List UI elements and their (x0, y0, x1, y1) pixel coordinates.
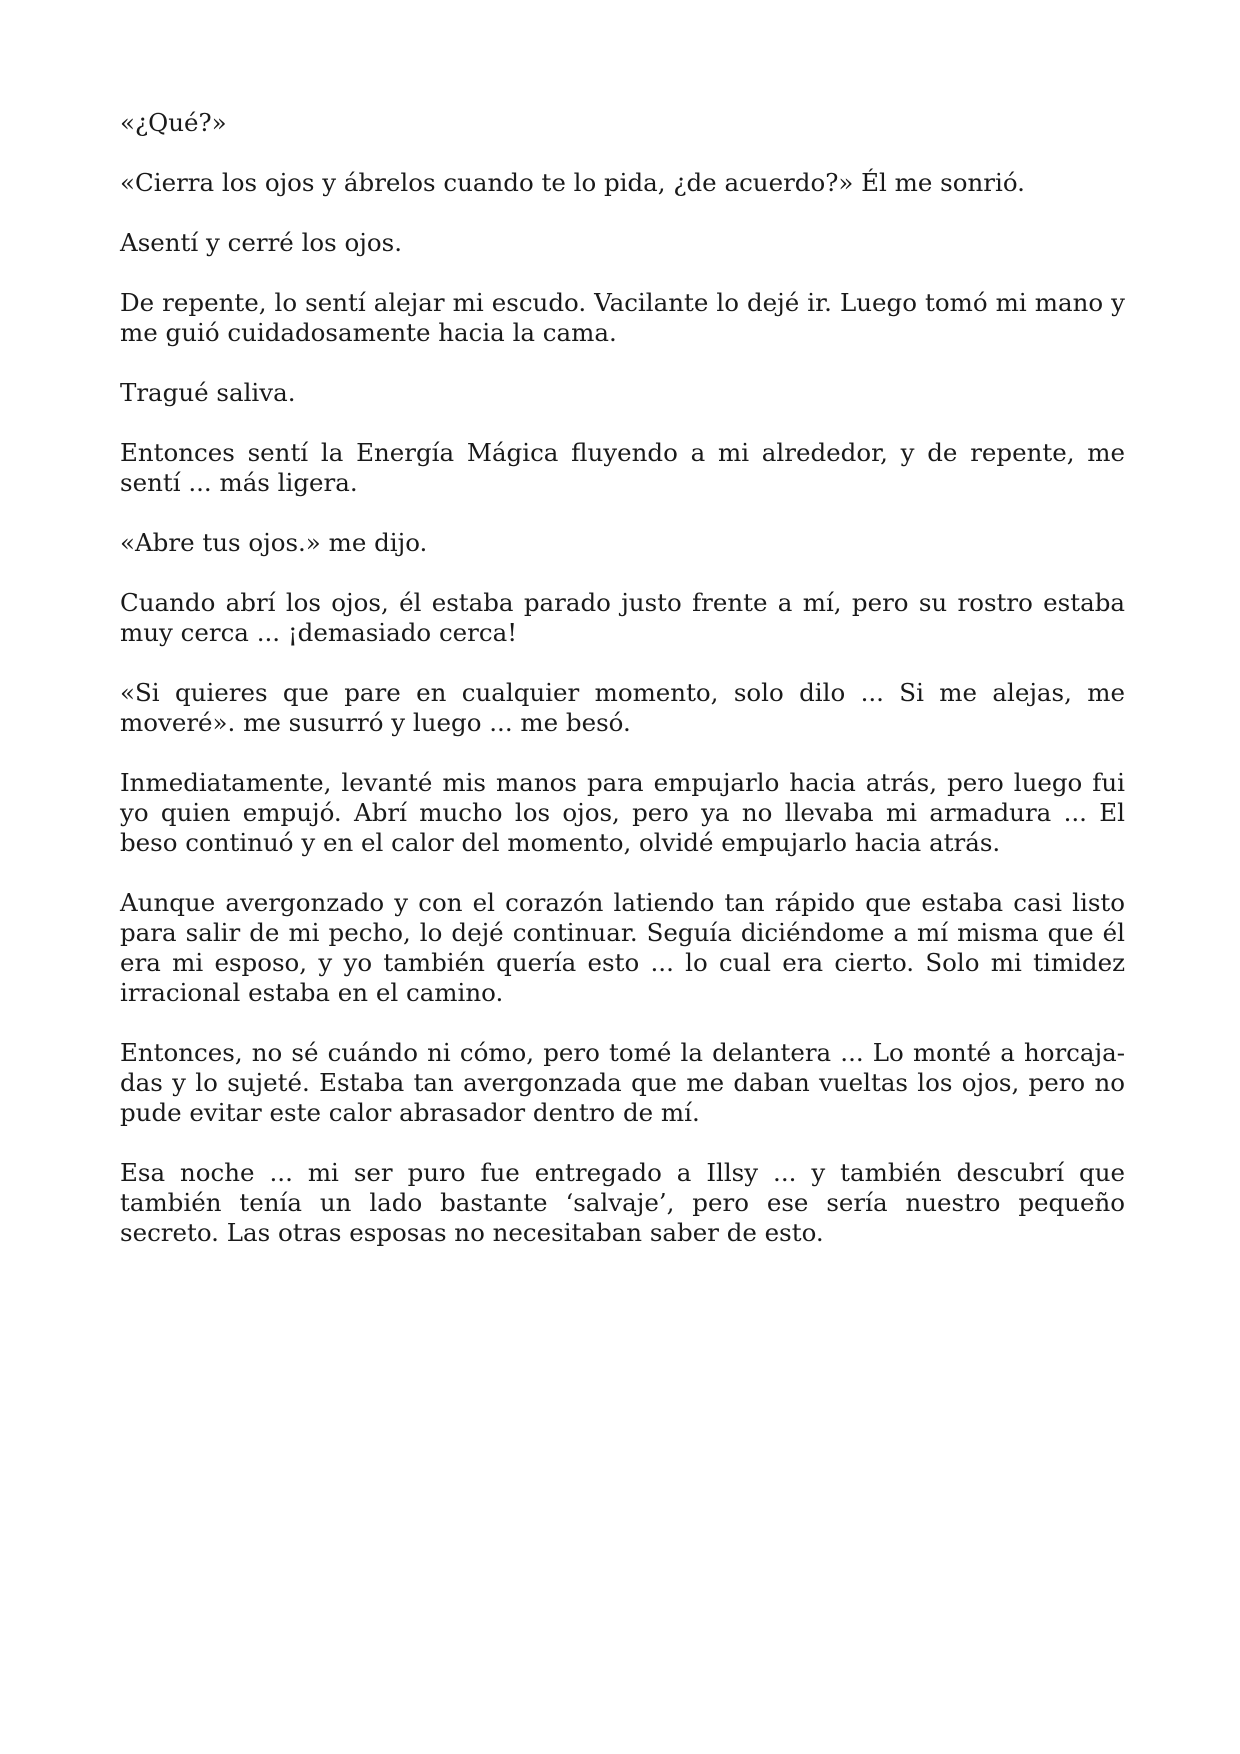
paragraph: «Si quieres que pare en cualquier momento, solo dilo ... Si me alejas, me moveré». me susurró y luego ... me besó. (120, 678, 1125, 737)
paragraph: Inmediatamente, levanté mis manos para empujarlo hacia atrás, pero luego fui yo quien empujó. Abrí mucho los ojos, pero ya no llevaba mi armadura ... El beso continuó y en el calor del momento, olvidé empujarlo hacia atrás. (120, 768, 1125, 857)
paragraph: Esa noche ... mi ser puro fue entregado a Illsy ... y también descubrí que también tenía un lado bastante ‘salvaje’, pero ese sería nuestro pequeño secreto. Las otras esposas no necesitaban saber de esto. (120, 1158, 1125, 1247)
paragraph: Cuando abrí los ojos, él estaba parado justo frente a mí, pero su rostro estaba muy cerca ... ¡demasiado cerca! (120, 588, 1125, 647)
paragraph: Aunque avergonzado y con el corazón latiendo tan rápido que estaba casi listo para salir de mi pecho, lo dejé continuar. Seguía diciéndome a mí misma que él era mi esposo, y yo también quería esto ... lo cual era cierto. Solo mi timidez irracional estaba en el camino. (120, 888, 1125, 1007)
paragraph: Entonces, no sé cuándo ni cómo, pero tomé la delantera ... Lo monté a horcajadas y lo sujeté. Estaba tan avergonzada que me daban vueltas los ojos, pero no pude evitar este calor abrasador dentro de mí. (120, 1038, 1125, 1127)
paragraph: «Abre tus ojos.» me dijo. (120, 528, 428, 557)
paragraph: «Cierra los ojos y ábrelos cuando te lo pida, ¿de acuerdo?» Él me sonrió. (120, 168, 1025, 197)
document-page (120, 108, 1125, 1278)
paragraph: Asentí y cerré los ojos. (120, 228, 402, 257)
paragraph: De repente, lo sentí alejar mi escudo. Vacilante lo dejé ir. Luego tomó mi mano y me guió cuidadosamente hacia la cama. (120, 288, 1125, 347)
paragraph: Entonces sentí la Energía Mágica fluyendo a mi alrededor, y de repente, me sentí ... más ligera. (120, 438, 1125, 497)
paragraph: «¿Qué?» (120, 108, 227, 137)
paragraph: Tragué saliva. (120, 378, 296, 407)
